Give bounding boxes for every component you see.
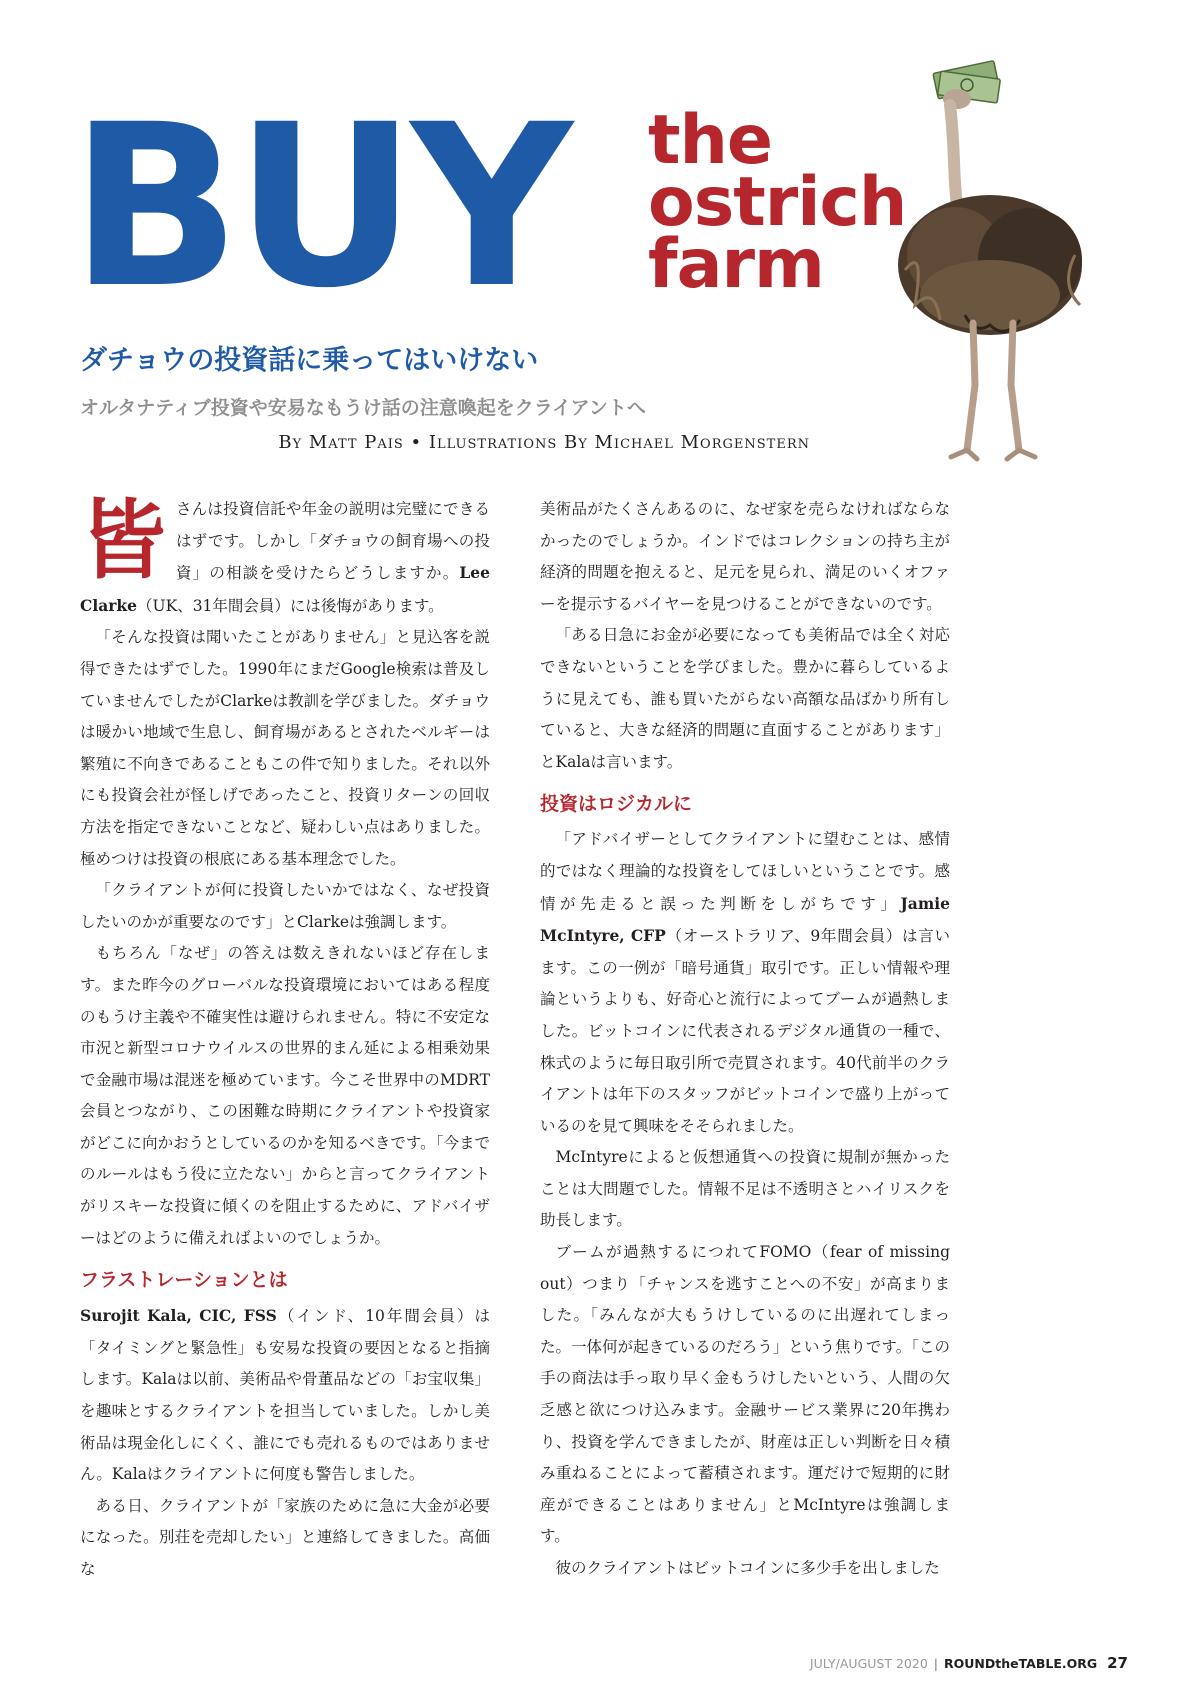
paragraph-11: ブームが過熱するにつれてFOMO（fear of missing out）つまり「チャンスを逃すことへの不安」が高まりました。「みんなが大もうけしているのに出遅れてしまった。一体何が起きているのだろう」という焦りです。「この手の商法は手っ取り早く金もうけしたいという、人間の欠乏感と欲につけ込みます。金融サービス業界に20年携わり、投資を学んできましたが、財産は正しい判断を日々積み重ねることによって蓄積されます。運だけで短期的に財産ができることはありません」とMcIntyreは強調します。: [540, 1243, 950, 1546]
paragraph-1-text: さんは投資信託や年金の説明は完璧にできるはずです。しかし「ダチョウの飼育場への投資」の相談を受けたらどうしますか。: [176, 500, 490, 583]
paragraph-9: [540, 824, 950, 1142]
page-number: 27: [1107, 1654, 1128, 1672]
paragraph-1-tail: （UK、31年間会員）には後悔があります。: [137, 596, 444, 615]
headline-buy: BUY: [70, 76, 567, 337]
issue-date: JULY/AUGUST 2020: [809, 1656, 928, 1671]
section-heading-frustration: フラストレーションとは: [80, 1269, 288, 1292]
dropcap: 皆: [80, 490, 166, 591]
headline-line-ostrich: ostrich: [648, 163, 907, 242]
paragraph-5: [80, 1300, 490, 1491]
footer-separator: |: [933, 1656, 938, 1671]
paragraph-8: 「ある日急にお金が必要になっても美術品では全く対応できないということを学びました。豊かに暮らしているように見えても、誰も買いたがらない高額な品ばかり所有していると、大きな経済的問題に直面することがあります」とKalaは言います。: [540, 626, 950, 771]
paragraph-7: 美術品がたくさんあるのに、なぜ家を売らなければならなかったのでしょうか。インドではコレクションの持ち主が経済的問題を抱えると、足元を見られ、満足のいくオファーを提示するバイヤーを見つけることができないのです。: [540, 500, 950, 613]
headline-line-farm: farm: [648, 225, 824, 304]
paragraph-10: McIntyreによると仮想通貨への投資に規制が無かったことは大問題でした。情報不足は不透明さとハイリスクを助長します。: [540, 1148, 950, 1230]
subtitle: ダチョウの投資話に乗ってはいけない: [80, 345, 539, 376]
paragraph-5-text: （インド、10年間会員）は「タイミングと緊急性」も安易な投資の要因となると指摘します。Kalaは以前、美術品や骨董品などの「お宝収集」を趣味とするクライアントを担当していました。しかし美術品は現金化しにくく、誰にでも売れるものではありません。Kalaはクライアントに何度も警告しました。: [80, 1307, 490, 1484]
dek: オルタナティブ投資や安易なもうけ話の注意喚起をクライアントへ: [80, 397, 646, 419]
ostrich-with-money-icon: [895, 55, 1155, 485]
paragraph-2: 「そんな投資は聞いたことがありません」と見込客を説得できたはずでした。1990年にまだGoogle検索は普及していませんでしたがClarkeは教訓を学びました。ダチョウは暖かい地域で生息し、飼育場があるとされたベルギーは繁殖に不向きであることもこの件で知りました。それ以外にも投資会社が怪しげであったこと、投資リターンの回収方法を指定できないことなど、疑わしい点はありました。極めつけは投資の根底にある基本理念でした。: [80, 628, 490, 868]
byline: By Matt Pais • Illustrations By Michael Morgenstern: [278, 432, 810, 453]
feather-body: [898, 195, 1082, 335]
paragraph-9-tail: （オーストラリア、9年間会員）は言います。この一例が「暗号通貨」取引です。正しい情報や理論というよりも、好奇心と流行によってブームが過熱しました。ビットコインに代表されるデジタル通貨の一種で、株式のように毎日取引所で売買されます。40代前半のクライアントは年下のスタッフがビットコインで盛り上がっているのを見て興味をそそられました。: [540, 927, 950, 1135]
paragraph-6: ある日、クライアントが「家族のために急に大金が必要になった。別荘を売却したい」と連絡してきました。高価な: [80, 1496, 490, 1578]
paragraph-3: 「クライアントが何に投資したいかではなく、なぜ投資したいのかが重要なのです」とClarkeは強調します。: [80, 881, 490, 931]
headline-secondary: [648, 101, 907, 304]
person-name-clarke: Lee Clarke: [80, 563, 490, 615]
section-heading-logical: 投資はロジカルに: [540, 793, 693, 816]
paragraph-12: 彼のクライアントはビットコインに多少手を出しました: [555, 1559, 940, 1577]
person-name-kala: Surojit Kala, CIC, FSS: [80, 1306, 277, 1326]
headline-line-the: the: [648, 101, 773, 180]
person-name-mcintyre: Jamie McIntyre, CFP: [540, 893, 950, 946]
page-footer: [810, 1654, 1128, 1672]
site-link[interactable]: ROUNDtheTABLE.ORG: [944, 1656, 1098, 1671]
paragraph-1: [80, 490, 490, 622]
article-column-left: [80, 490, 490, 1586]
paragraph-4: もちろん「なぜ」の答えは数えきれないほど存在します。また昨今のグローバルな投資環境においてはある程度のもうけ主義や不確実性は避けられません。特に不安定な市況と新型コロナウイルスの世界的まん延による相乗効果で金融市場は混迷を極めています。今こそ世界中のMDRT会員とつながり、この困難な時期にクライアントや投資家がどこに向かおうとしているのかを知るべきです。「今までのルールはもう役に立たない」からと言ってクライアントがリスキーな投資に傾くのを阻止するために、アドバイザーはどのように備えればよいのでしょうか。: [80, 944, 490, 1247]
paragraph-9-text: 「アドバイザーとしてクライアントに望むことは、感情的ではなく理論的な投資をしてほしいということです。感情が先走ると誤った判断をしがちです」: [540, 830, 950, 913]
article-column-right: [540, 494, 950, 1585]
